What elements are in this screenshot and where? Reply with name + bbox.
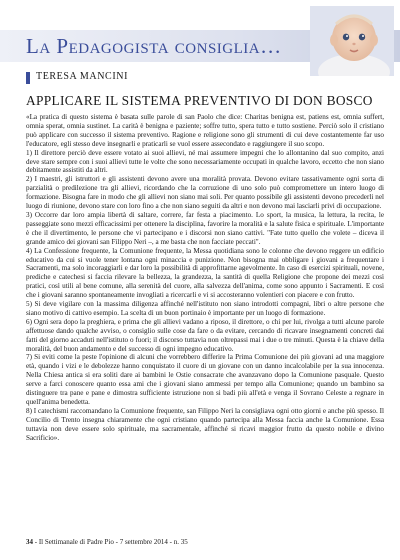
column-header <box>0 0 400 80</box>
column-title <box>26 34 282 59</box>
paragraph-5: 5) Si deve vigilare con la massima diligenza affinché nell'istituto non siano introdotti compagni, libri o altre persone che siano motivo di cattivo esempio. La scelta di un buon portinaio è importante per un luogo di formazione. <box>26 300 384 317</box>
paragraph-3: 3) Occorre dar loro ampia libertà di saltare, correre, far festa a piacimento. Lo sport, la musica, la lettura, la recita, le passeggiate sono mezzi efficacissimi per ottenere la disciplina, favorire la moralità e la salute fisica e spirituale. L'importante è che il divertimento, le persone che vi partecipano e i discorsi non siano cattivi. "Fate tutto quello che volete – diceva il grande amico dei giovani san Filippo Neri –, a me basta che non facciate peccati". <box>26 210 384 246</box>
paragraph-7: 7) Si eviti come la peste l'opinione di alcuni che vorrebbero differire la Prima Comunione dei più giovani ad una maggiore età, quando i vizi e le debolezze hanno conquistato il cuore di un giovane con un danno incalcolabile per la sua innocenza. Nella Chiesa antica si era soliti dare ai bambini le Ostie consacrate che avanzavano dopo la Comunione pasquale. Questo serve a farci conoscere quanto essa ami che i giovani siano ammessi per tempo alla Comunione; quando un bambino sa distinguere tra pane e pane e dimostra sufficiente istruzione non si badi più all'età e venga il Sovrano Celeste a regnare in quell'anima benedetta. <box>26 353 384 406</box>
publication-line: - Il Settimanale di Padre Pio - 7 settembre 2014 - n. 35 <box>34 538 188 546</box>
author-marker <box>26 72 30 84</box>
column-title-initial: L <box>26 34 40 58</box>
paragraph-1: 1) Il direttore perciò deve essere votato ai suoi allievi, né mai assumere impegni che lo allontanino dal suo compito, anzi deve stare sempre con i suoi allievi tutte le volte che sono necessariamente occupati in qualche lavoro, eccetto che non siano debitamente assistiti da altri. <box>26 148 384 175</box>
column-title-rest: a Pedagogista consiglia… <box>39 34 282 58</box>
paragraph-intro: «La pratica di questo sistema è basata sulle parole di san Paolo che dice: Charitas benigna est, patiens est, omnia suffert, omnia sperat, omnia sustinet. La carità è benigna e paziente; soffre tutto, spera tutto e tutto sostiene. Perciò solo il cristiano può applicare con successo il sistema preventivo. Ragione e religione sono gli strumenti di cui deve costantemente far uso l'educatore, egli stesso deve insegnarli e praticarli se vuol essere assecondato e raggiungere il suo scopo. <box>26 113 384 148</box>
paragraph-4: 4) La Confessione frequente, la Comunione frequente, la Messa quotidiana sono le colonne che devono reggere un edificio educativo da cui si vuole tener lontana ogni minaccia e punizione. Non bisogna mai obbligare i giovani a frequentare i Sacramenti, ma solo incoraggiarli e dar loro la possibilità di approfittarne agevolmente. In caso di esercizi spirituali, novene, prediche e catechesi si faccia rilevare la bellezza, la grandezza, la santità di quella Religione che propone dei mezzi così pratici, così utili al bene comune, alla serenità del cuore, alla salvezza dell'anima, come sono appunto i Sacramenti. E così che i giovani saranno spontaneamente invogliati a ricercarli e vi si accosteranno volentieri con piacere e con frutto. <box>26 246 384 300</box>
paragraph-8: 8) I catechismi raccomandano la Comunione frequente, san Filippo Neri la consigliava ogni otto giorni e anche più spesso. Il Concilio di Trento insegna chiaramente che ogni cristiano quando partecipa alla Messa faccia anche la Comunione. Essa tuttavia non deve essere solo spirituale, ma sacramentale, affinché si ricavi maggior frutto da questo nobile e divino Sacrificio». <box>26 406 384 442</box>
article-headline: APPLICARE IL SISTEMA PREVENTIVO DI DON BOSCO <box>26 93 373 108</box>
paragraph-2: 2) I maestri, gli istruttori e gli assistenti devono avere una moralità provata. Devono evitare tassativamente ogni sorta di parzialità o predilezione tra gli allievi, ricordando che la corruzione di uno solo può compromettere un intero luogo di formazione. Bisogna fare in modo che gli allievi non siano mai soli. Per quanto possibile gli assistenti devono precederli nel luogo di riunione, devono stare con loro fino a che non siano seguiti da altri e non devono mai lasciarli privi di occupazione. <box>26 175 384 211</box>
baby-photo-icon <box>310 6 394 76</box>
article-body <box>26 113 384 443</box>
paragraph-6: 6) Ogni sera dopo la preghiera, e prima che gli allievi vadano a riposo, il direttore, o chi per lui, rivolga a tutti alcune parole affettuose dando qualche avviso, o consiglio sulle cose da fare o da evitare, cercando di ricavare insegnamenti concreti dai fatti del giorno accaduti nell'istituto o fuori; il discorso tuttavia non oltrepassi mai i due o tre minuti. Questa è la chiave della moralità, del buon andamento e del successo di ogni impegno educativo. <box>26 317 384 353</box>
page-footer <box>26 538 384 546</box>
page-number: 34 <box>26 538 33 546</box>
author-name: TERESA MANCINI <box>36 71 129 82</box>
